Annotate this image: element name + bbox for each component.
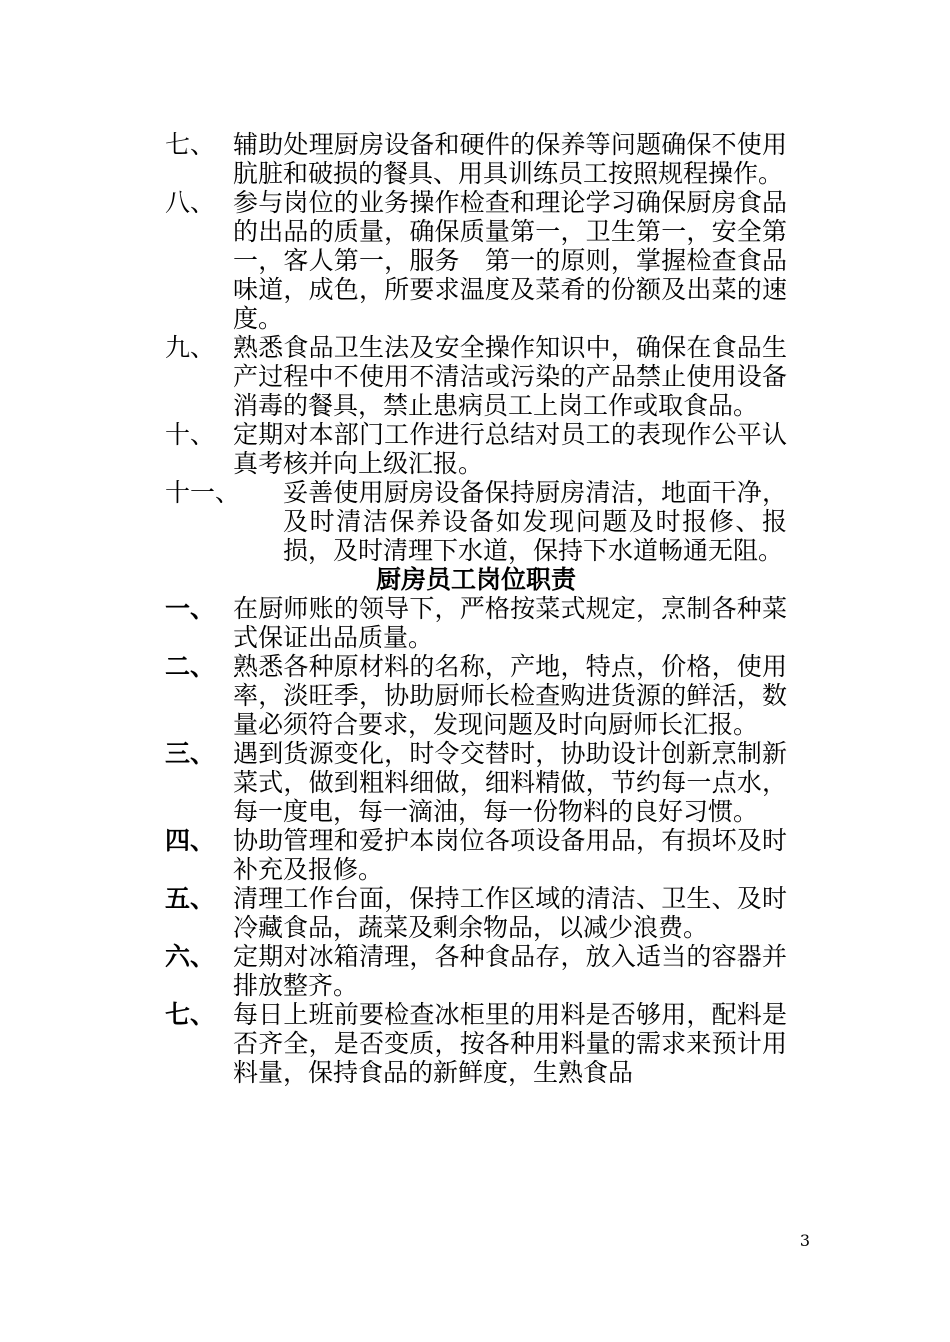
list-item	[165, 333, 787, 420]
item-number: 七、	[165, 130, 216, 159]
item-text: 每日上班前要检查冰柜里的用料是否够用，配料是否齐全，是否变质，按各种用料量的需求来预计用料量，保持食品的新鲜度，生熟食品	[233, 1000, 787, 1087]
item-text: 熟悉各种原材料的名称，产地，特点，价格，使用率，淡旺季，协助厨师长检查购进货源的鲜活，数量必须符合要求，发现问题及时向厨师长汇报。	[233, 652, 787, 739]
list-item	[165, 594, 787, 652]
item-number: 三、	[165, 739, 216, 768]
item-number: 十、	[165, 420, 216, 449]
item-number: 十一、	[165, 478, 241, 507]
item-text: 定期对冰箱清理，各种食品存，放入适当的容器并排放整齐。	[233, 942, 787, 1000]
item-number: 六、	[165, 942, 216, 971]
document-body	[165, 130, 787, 1087]
list-item	[165, 420, 787, 478]
item-text: 熟悉食品卫生法及安全操作知识中，确保在食品生产过程中不使用不清洁或污染的产品禁止使用设备消毒的餐具，禁止患病员工上岗工作或取食品。	[233, 333, 787, 420]
list-item	[165, 826, 787, 884]
item-text: 辅助处理厨房设备和硬件的保养等问题确保不使用肮脏和破损的餐具、用具训练员工按照规程操作。	[233, 130, 787, 188]
item-number: 七、	[165, 1000, 216, 1029]
item-number: 二、	[165, 652, 216, 681]
item-number: 一、	[165, 594, 216, 623]
item-number: 八、	[165, 188, 216, 217]
list-item	[165, 739, 787, 826]
item-text: 协助管理和爱护本岗位各项设备用品，有损坏及时补充及报修。	[233, 826, 787, 884]
item-text: 在厨师账的领导下，严格按菜式规定，烹制各种菜式保证出品质量。	[233, 594, 787, 652]
item-text: 参与岗位的业务操作检查和理论学习确保厨房食品的出品的质量，确保质量第一，卫生第一，安全第一，客人第一，服务 第一的原则，掌握检查食品味道，成色，所要求温度及菜肴的份额及出菜的速度。	[233, 188, 787, 333]
item-text: 清理工作台面，保持工作区域的清洁、卫生、及时冷藏食品，蔬菜及剩余物品，以减少浪费。	[233, 884, 787, 942]
list-item	[165, 942, 787, 1000]
list-item	[165, 478, 787, 565]
item-text: 妥善使用厨房设备保持厨房清洁，地面干净，及时清洁保养设备如发现问题及时报修、报损，及时清理下水道，保持下水道畅通无阻。	[283, 478, 787, 565]
list-item	[165, 130, 787, 188]
item-text: 定期对本部门工作进行总结对员工的表现作公平认真考核并向上级汇报。	[233, 420, 787, 478]
list-item	[165, 188, 787, 333]
section-title: 厨房员工岗位职责	[375, 565, 576, 594]
item-number: 五、	[165, 884, 216, 913]
list-item	[165, 884, 787, 942]
list-item	[165, 1000, 787, 1087]
list-item	[165, 652, 787, 739]
item-text: 遇到货源变化，时令交替时，协助设计创新烹制新菜式，做到粗料细做，细料精做，节约每一点水，每一度电，每一滴油，每一份物料的良好习惯。	[233, 739, 787, 826]
page-number: 3	[799, 1231, 810, 1250]
item-number: 九、	[165, 333, 216, 362]
item-number: 四、	[165, 826, 216, 855]
